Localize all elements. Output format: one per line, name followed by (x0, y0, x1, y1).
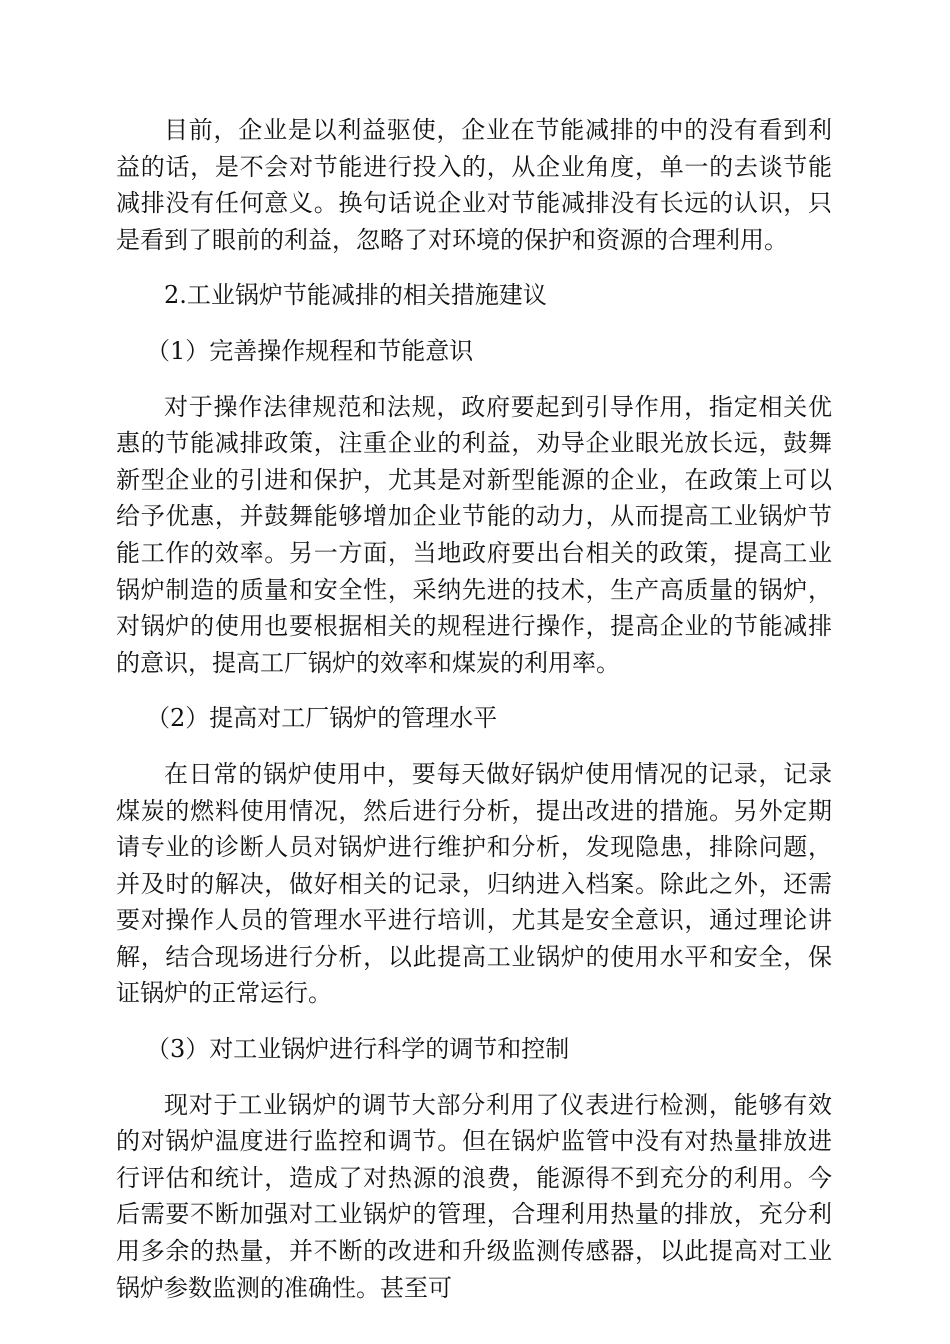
subheading-3: （3）对工业锅炉进行科学的调节和控制 (146, 1035, 570, 1064)
paragraph-gap (116, 370, 832, 389)
subheading-2: （2）提高对工厂锅炉的管理水平 (146, 704, 498, 733)
paragraph-gap (116, 1068, 832, 1087)
document-page (116, 112, 832, 1306)
paragraph-gap (116, 681, 832, 700)
paragraph-gap (116, 314, 832, 333)
paragraph-gap (116, 1012, 832, 1031)
section-heading: 2.工业锅炉节能减排的相关措施建议 (164, 281, 547, 310)
paragraph-management: 在日常的锅炉使用中，要每天做好锅炉使用情况的记录，记录煤炭的燃料使用情况，然后进行分析，提出改进的措施。另外定期请专业的诊断人员对锅炉进行维护和分析，发现隐患，排除问题，并及时的解决，做好相关的记录，归纳进入档案。除此之外，还需要对操作人员的管理水平进行培训，尤其是安全意识，通过理论讲解，结合现场进行分析，以此提高工业锅炉的使用水平和安全，保证锅炉的正常运行。 (116, 759, 832, 1008)
subheading-1: （1）完善操作规程和节能意识 (146, 336, 474, 365)
paragraph-regulations: 对于操作法律规范和法规，政府要起到引导作用，指定相关优惠的节能减排政策，注重企业的利益，劝导企业眼光放长远，鼓舞新型企业的引进和保护，尤其是对新型能源的企业，在政策上可以给予优惠，并鼓舞能够增加企业节能的动力，从而提高工业锅炉节能工作的效率。另一方面，当地政府要出台相关的政策，提高工业锅炉制造的质量和安全性，采纳先进的技术，生产高质量的锅炉，对锅炉的使用也要根据相关的规程进行操作，提高企业的节能减排的意识，提高工厂锅炉的效率和煤炭的利用率。 (116, 392, 832, 677)
paragraph-intro: 目前，企业是以利益驱使，企业在节能减排的中的没有看到利益的话，是不会对节能进行投入的，从企业角度，单一的去谈节能减排没有任何意义。换句话说企业对节能减排没有长远的认识，只是看到了眼前的利益，忽略了对环境的保护和资源的合理利用。 (116, 116, 832, 254)
paragraph-gap (116, 258, 832, 277)
paragraph-gap (116, 737, 832, 756)
paragraph-control: 现对于工业锅炉的调节大部分利用了仪表进行检测，能够有效的对锅炉温度进行监控和调节。但在锅炉监管中没有对热量排放进行评估和统计，造成了对热源的浪费，能源得不到充分的利用。今后需要不断加强对工业锅炉的管理，合理利用热量的排放，充分利用多余的热量，并不断的改进和升级监测传感器，以此提高对工业锅炉参数监测的准确性。甚至可 (116, 1090, 832, 1302)
